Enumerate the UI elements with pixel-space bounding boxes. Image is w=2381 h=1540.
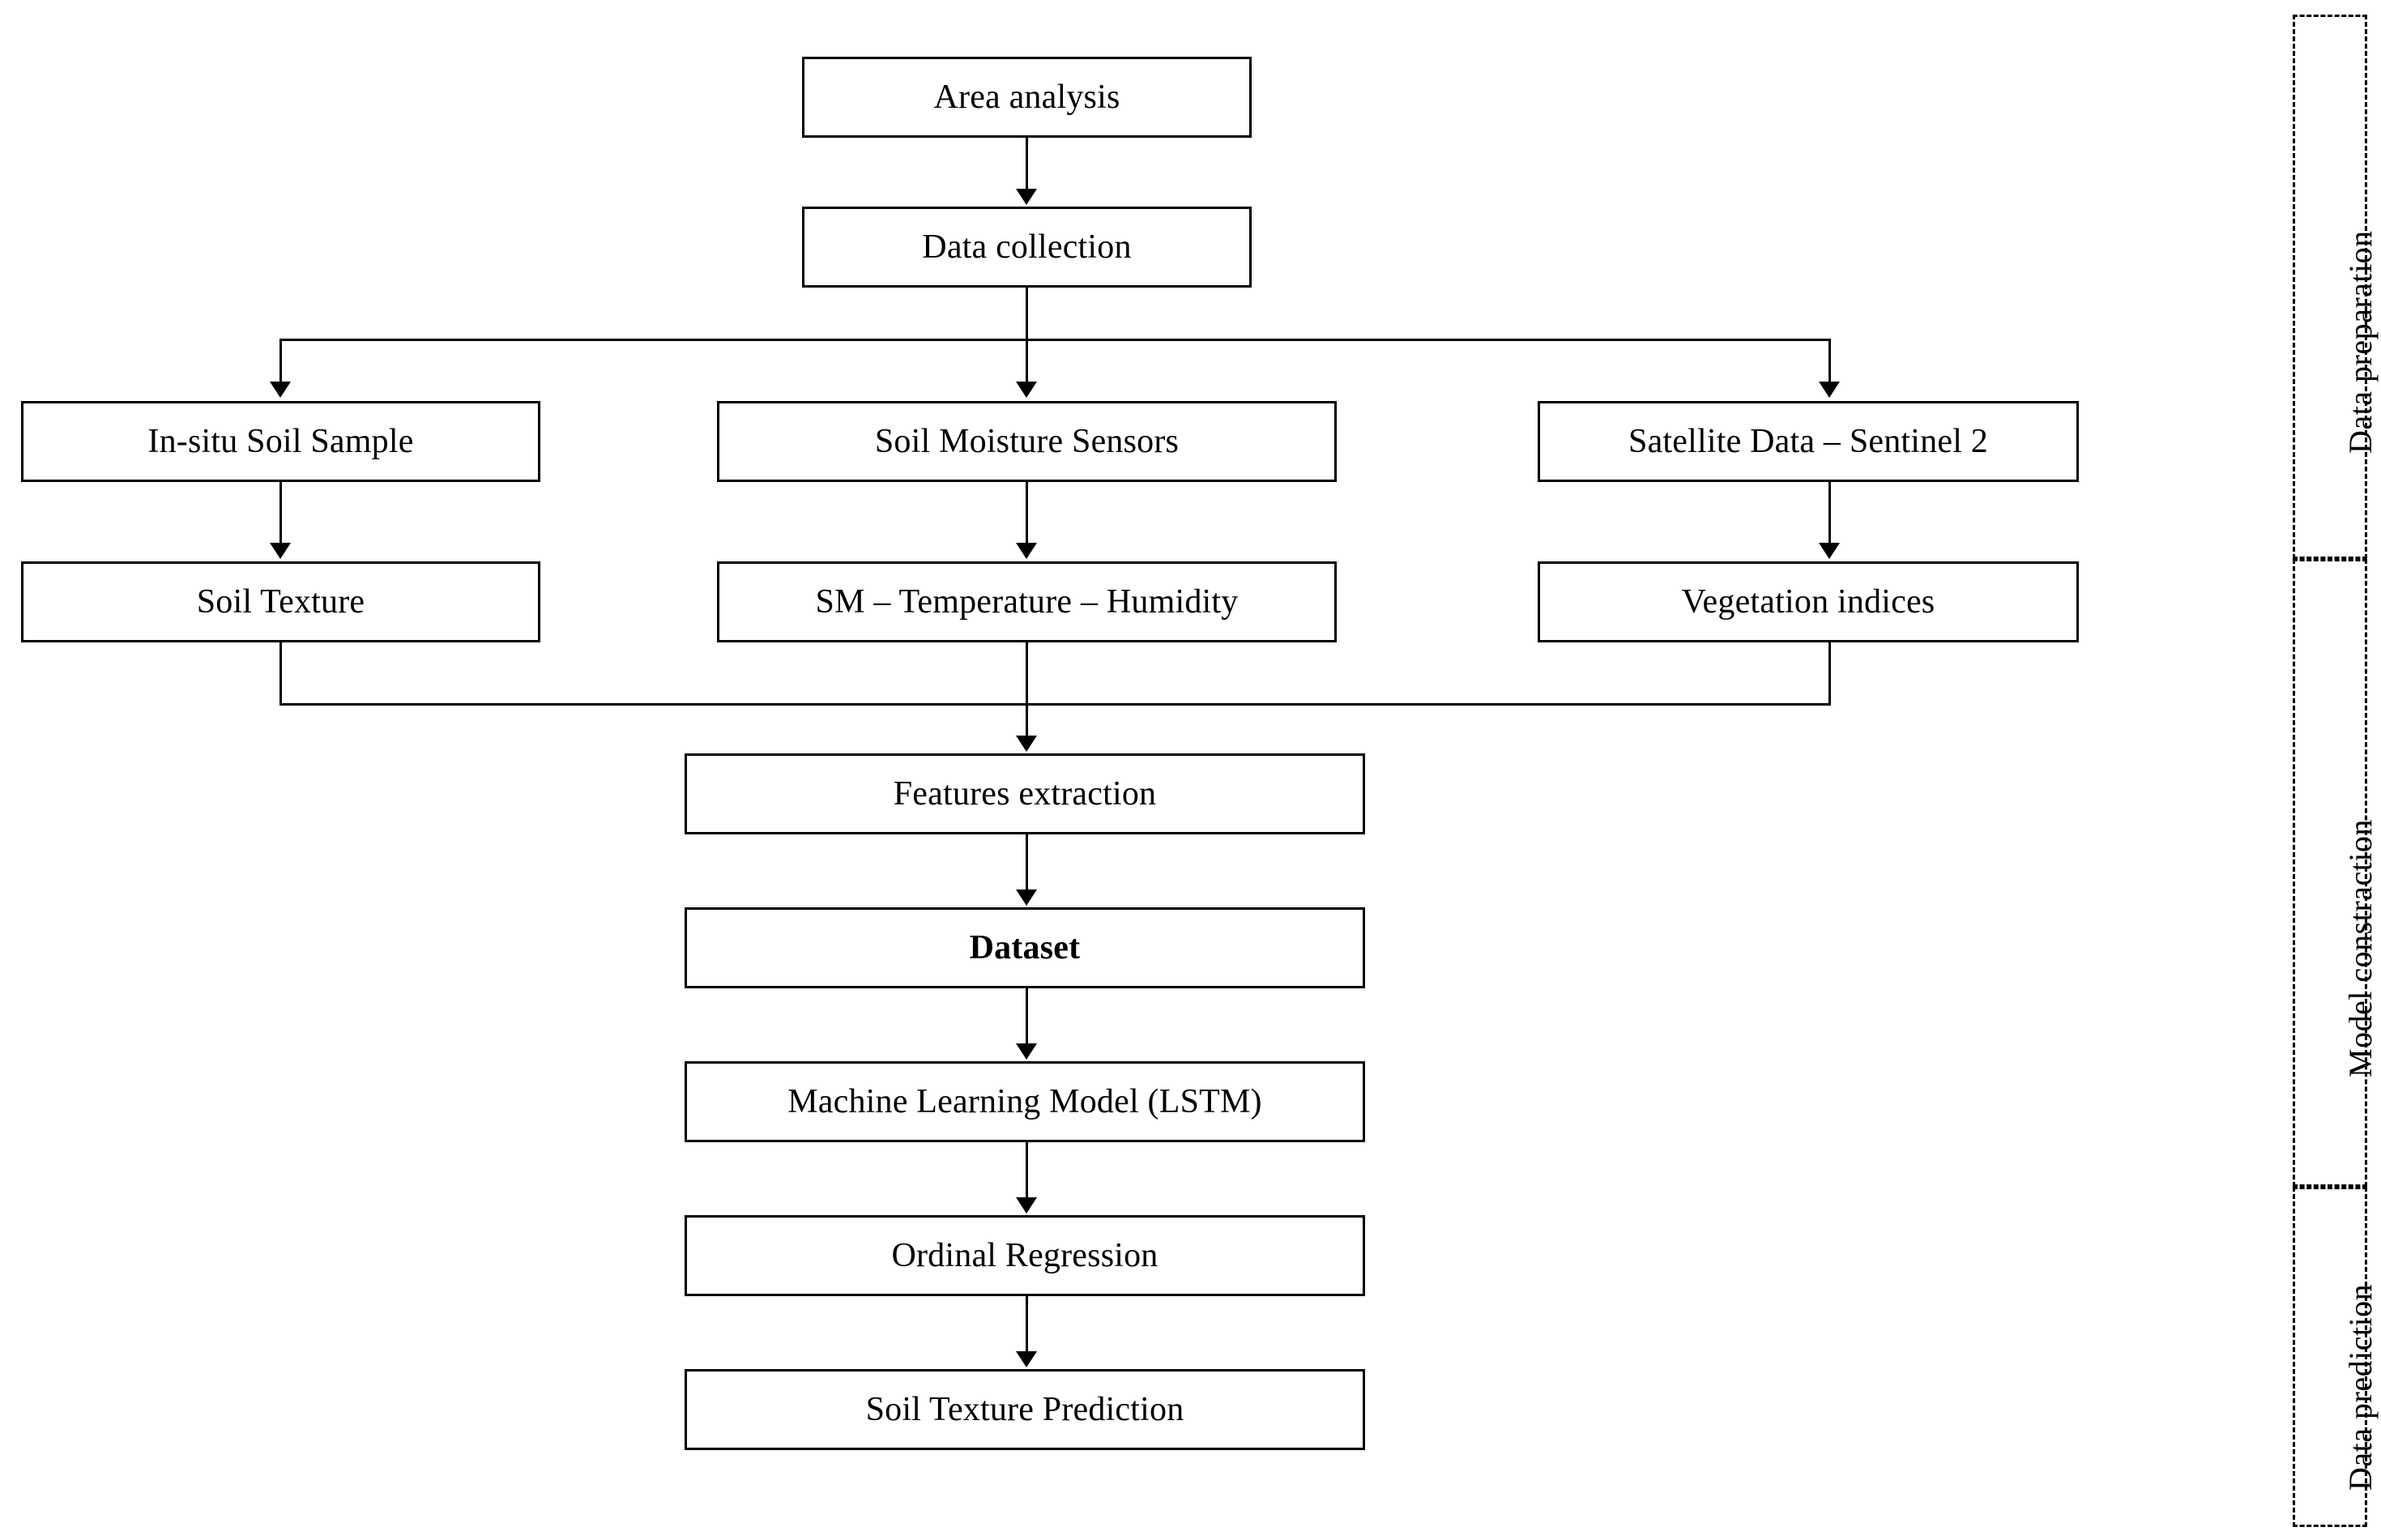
node-label: Vegetation indices [1681, 582, 1935, 621]
arrowhead-satellite-to-vegetation [1819, 543, 1840, 559]
edge-features-to-dataset [1026, 834, 1028, 891]
arrowhead-bus-to-satellite [1819, 382, 1840, 398]
edge-satellite-to-vegetation [1828, 482, 1831, 544]
arrowhead-bus-to-sensors [1016, 382, 1037, 398]
node-label: Soil Texture [196, 582, 365, 621]
node-label: Data collection [922, 228, 1132, 266]
node-label: Ordinal Regression [891, 1236, 1158, 1274]
node-vegetation-indices[interactable] [1538, 561, 2079, 642]
node-dataset[interactable] [685, 907, 1365, 988]
phase-label-data-prediction: Data prediction [2342, 1283, 2379, 1491]
node-label: Area analysis [933, 78, 1120, 116]
edge-collection-bus [279, 339, 1830, 341]
phase-label-model-construction: Model constraction [2342, 819, 2379, 1077]
arrowhead-sensors-to-sm [1016, 543, 1037, 559]
edge-in-situ-to-texture [279, 482, 282, 544]
node-machine-learning-model[interactable] [685, 1061, 1365, 1142]
node-label: Satellite Data – Sentinel 2 [1628, 422, 1988, 460]
edge-dataset-to-model [1026, 988, 1028, 1045]
edge-bus-to-satellite [1828, 339, 1831, 383]
edge-vegetation-down [1828, 642, 1831, 706]
arrowhead-in-situ-to-texture [270, 543, 291, 559]
node-features-extraction[interactable] [685, 753, 1365, 834]
node-label: Soil Moisture Sensors [874, 422, 1180, 460]
phase-label-data-preparation: Data preparation [2342, 230, 2379, 454]
arrowhead-regression-to-prediction [1016, 1351, 1037, 1367]
edge-area-to-collection [1026, 138, 1028, 190]
node-area-analysis[interactable] [802, 57, 1252, 138]
node-label: Features extraction [893, 774, 1157, 813]
node-soil-texture-prediction[interactable] [685, 1369, 1365, 1450]
node-label: Soil Texture Prediction [865, 1390, 1184, 1428]
edge-bus-to-sensors [1026, 339, 1028, 383]
node-data-collection[interactable] [802, 207, 1252, 288]
arrowhead-bus-to-in-situ [270, 382, 291, 398]
edge-collection-stem [1026, 288, 1028, 340]
node-soil-texture[interactable] [21, 561, 540, 642]
node-sm-temperature-humidity[interactable] [717, 561, 1337, 642]
node-label: Machine Learning Model (LSTM) [787, 1082, 1262, 1120]
node-label: Dataset [969, 928, 1081, 966]
node-in-situ-soil-sample[interactable] [21, 401, 540, 482]
arrowhead-dataset-to-model [1016, 1043, 1037, 1060]
node-label: In-situ Soil Sample [147, 422, 414, 460]
edge-sensors-to-sm [1026, 482, 1028, 544]
arrowhead-model-to-regression [1016, 1197, 1037, 1214]
arrowhead-area-to-collection [1016, 189, 1037, 205]
edge-regression-to-prediction [1026, 1296, 1028, 1353]
node-satellite-data-sentinel-2[interactable] [1538, 401, 2079, 482]
edge-texture-down [279, 642, 282, 706]
edge-merge-to-features [1026, 642, 1028, 744]
arrowhead-merge-to-features [1016, 736, 1037, 752]
node-soil-moisture-sensors[interactable] [717, 401, 1337, 482]
node-label: SM – Temperature – Humidity [815, 582, 1239, 621]
node-ordinal-regression[interactable] [685, 1215, 1365, 1296]
edge-merge-bus [279, 703, 1831, 706]
edge-bus-to-in-situ [279, 339, 282, 383]
edge-model-to-regression [1026, 1142, 1028, 1199]
arrowhead-features-to-dataset [1016, 889, 1037, 906]
